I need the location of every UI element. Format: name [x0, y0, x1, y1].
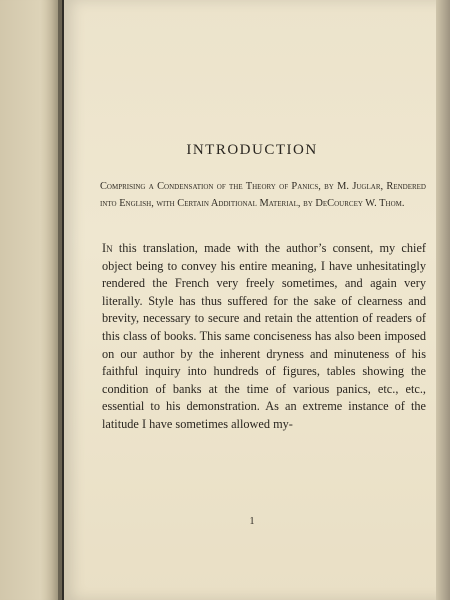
- body-paragraph: [102, 240, 426, 434]
- page-title: INTRODUCTION: [186, 142, 318, 158]
- page-subtitle: Comprising a Condensation of the Theory of Panics, by M. Juglar, Rendered into English, with Certain Additional Material, by DeCourcey W. Thom.: [100, 181, 426, 209]
- page-number: 1: [249, 516, 255, 527]
- body-text-content: this translation, made with the author’s consent, my chief object being to convey his entire meaning, I have unhesitatingly rendered the French very freely sometimes, and again very literally. Style has thus suffered for the sake of clearness and brevity, necessary to secure and retain the attention of readers of this class of books. This same conciseness has also been imposed on our author by the inherent dryness and minuteness of his faithful inquiry into hundreds of figures, tables showing the condition of banks at the time of various panics, etc., etc., essential to his demonstration. As an extreme instance of the latitude I have sometimes allowed my-: [102, 241, 426, 431]
- right-page-edge: [436, 0, 450, 600]
- left-page-edge: [0, 0, 62, 600]
- body-lead-word: In: [102, 241, 113, 255]
